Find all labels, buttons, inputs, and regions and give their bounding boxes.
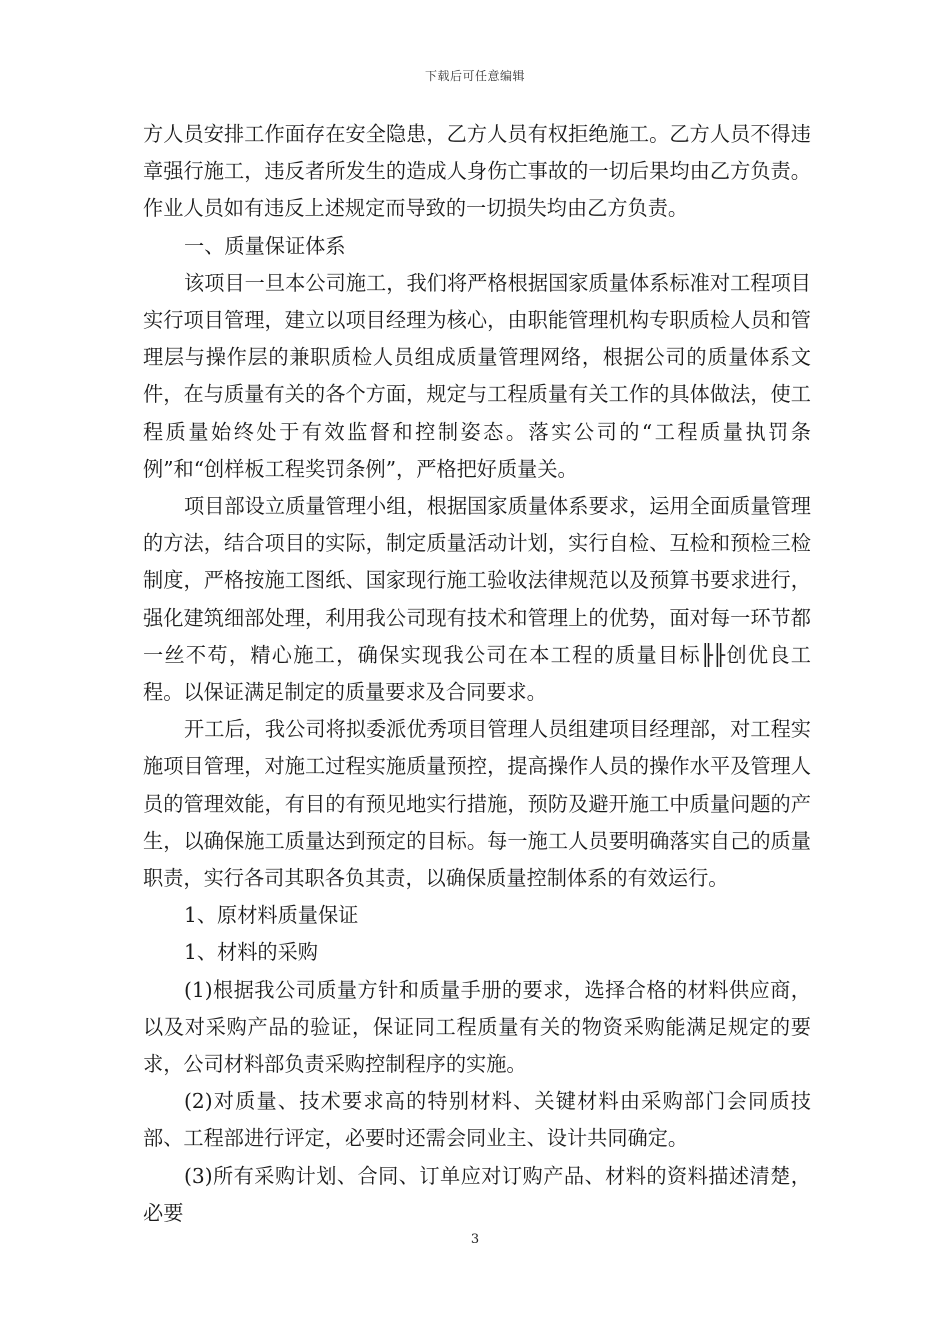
paragraph: 方人员安排工作面存在安全隐患，乙方人员有权拒绝施工。乙方人员不得违章强行施工，违反者所发生的造成人身伤亡事故的一切后果均由乙方负责。作业人员如有违反上述规定而导致的一切损失均由乙方负责。 [143, 122, 811, 221]
section-heading: 一、质量保证体系 [184, 233, 346, 258]
page-header: 下载后可任意编辑 [424, 69, 525, 83]
page-number: 3 [470, 1232, 480, 1247]
paragraph: 项目部设立质量管理小组，根据国家质量体系要求，运用全面质量管理的方法，结合项目的实际，制定质量活动计划，实行自检、互检和预检三检制度，严格按施工图纸、国家现行施工验收法律规范以及预算书要求进行，强化建筑细部处理，利用我公司现有技术和管理上的优势，面对每一环节都一丝不苟，精心施工，确保实现我公司在本工程的质量目标╟╟创优良工程。以保证满足制定的质量要求及合同要求。 [143, 494, 811, 705]
paragraph: (1)根据我公司质量方针和质量手册的要求，选择合格的材料供应商，以及对采购产品的验证，保证同工程质量有关的物资采购能满足规定的要求，公司材料部负责采购控制程序的实施。 [143, 977, 811, 1077]
paragraph: (3)所有采购计划、合同、订单应对订购产品、材料的资料描述清楚，必要 [143, 1163, 811, 1225]
paragraph: (2)对质量、技术要求高的特别材料、关键材料由采购部门会同质技部、工程部进行评定，必要时还需会同业主、设计共同确定。 [143, 1089, 811, 1151]
paragraph: 该项目一旦本公司施工，我们将严格根据国家质量体系标准对工程项目实行项目管理，建立以项目经理为核心，由职能管理机构专职质检人员和管理层与操作层的兼职质检人员组成质量管理网络，根据公司的质量体系文件，在与质量有关的各个方面，规定与工程质量有关工作的具体做法，使工程质量始终处于有效监督和控制姿态。落实公司的“工程质量执罚条例”和“创样板工程奖罚条例”，严格把好质量关。 [143, 270, 811, 481]
subsection-heading: 1、材料的采购 [184, 940, 318, 965]
document-body [143, 116, 811, 1232]
section-heading: 1、原材料质量保证 [184, 903, 359, 928]
paragraph: 开工后，我公司将拟委派优秀项目管理人员组建项目经理部，对工程实施项目管理，对施工过程实施质量预控，提高操作人员的操作水平及管理人员的管理效能，有目的有预见地实行措施，预防及避开施工中质量问题的产生，以确保施工质量达到预定的目标。每一施工人员要明确落实自己的质量职责，实行各司其职各负其责，以确保质量控制体系的有效运行。 [143, 717, 811, 891]
